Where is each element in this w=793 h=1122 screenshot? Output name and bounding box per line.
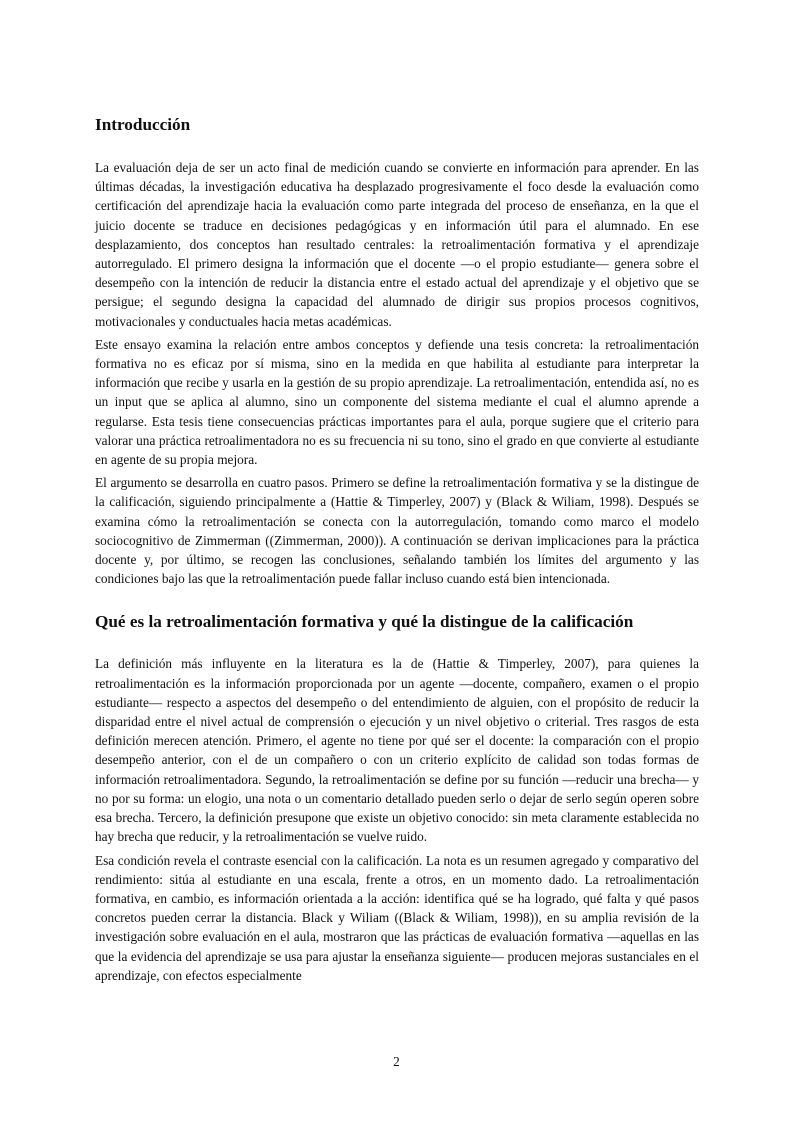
section-heading: Qué es la retroalimentación formativa y qué la distingue de la calificación bbox=[95, 612, 634, 632]
body-paragraph: El argumento se desarrolla en cuatro pasos. Primero se define la retroalimentación formativa y se la distingue de la calificación, siguiendo principalmente a (Hattie & Timperley, 2007) y (Black & Wiliam, 1998). Después se examina cómo la retroalimentación se conecta con la autorregulación, tomando como marco el modelo sociocognitivo de Zimmerman ((Zimmerman, 2000)). A continuación se derivan implicaciones para la práctica docente y, por último, se recogen las conclusiones, señalando también los límites del argumento y las condiciones bajo las que la retroalimentación puede fallar incluso cuando está bien intencionada. bbox=[95, 475, 699, 587]
page-number: 2 bbox=[393, 1054, 400, 1069]
body-paragraph: Este ensayo examina la relación entre ambos conceptos y defiende una tesis concreta: la retroalimentación formativa no es eficaz por sí misma, sino en la medida en que habilita al estudiante para interpretar la información que recibe y usarla en la gestión de su propio aprendizaje. La retroalimentación, entendida así, no es un input que se aplica al alumno, sino un componente del sistema mediante el cual el alumno aprende a regularse. Esta tesis tiene consecuencias prácticas importantes para el aula, porque sugiere que el criterio para valorar una práctica retroalimentadora no es su frecuencia ni su tono, sino el grado en que convierte al estudiante en agente de su propia mejora. bbox=[95, 336, 699, 468]
body-paragraph: Esa condición revela el contraste esencial con la calificación. La nota es un resumen agregado y comparativo del rendimiento: sitúa al estudiante en una escala, frente a otros, en un momento dado. La retroalimentación formativa, en cambio, es información orientada a la acción: identifica qué se ha logrado, qué falta y qué pasos concretos pueden cerrar la distancia. Black y Wiliam ((Black & Wiliam, 1998)), en su amplia revisión de la investigación sobre evaluación en el aula, mostraron que las prácticas de evaluación formativa —aquellas en las que la evidencia del aprendizaje se usa para ajustar la enseñanza siguiente— producen mejoras sustanciales en el aprendizaje, con efectos especialmente bbox=[95, 852, 699, 983]
body-paragraph: La definición más influyente en la literatura es la de (Hattie & Timperley, 2007), para quienes la retroalimentación es la información proporcionada por un agente —docente, compañero, examen o el propio estudiante— respecto a aspectos del desempeño o del entendimiento de alguien, con el propósito de reducir la disparidad entre el nivel actual de comprensión o ejecución y un nivel objetivo o criterial. Tres rasgos de esta definición merecen atención. Primero, el agente no tiene por qué ser el docente: la comparación con el propio desempeño anterior, con el de un compañero o con un criterio explícito de calidad son todas formas de información retroalimentadora. Segundo, la retroalimentación se define por su función —reducir una brecha— y no por su forma: un elogio, una nota o un comentario detallado pueden serlo o dejar de serlo según operen sobre esa brecha. Tercero, la definición presupone que existe un objetivo conocido: sin meta claramente establecida no hay brecha que reducir, y la retroalimentación se vuelve ruido. bbox=[95, 656, 699, 845]
page-content bbox=[95, 113, 699, 989]
section-retroalimentacion-formativa bbox=[95, 610, 699, 984]
section-heading: Introducción bbox=[95, 115, 191, 134]
section-introduccion bbox=[95, 113, 699, 588]
body-paragraph: La evaluación deja de ser un acto final de medición cuando se convierte en información para aprender. En las últimas décadas, la investigación educativa ha desplazado progresivamente el foco desde la evaluación como certificación del aprendizaje hacia la evaluación como parte integrada del proceso de enseñanza, en la que el juicio docente se traduce en decisiones pedagógicas y en información útil para el alumnado. En ese desplazamiento, dos conceptos han resultado centrales: la retroalimentación formativa y el aprendizaje autorregulado. El primero designa la información que el docente —o el propio estudiante— genera sobre el desempeño con la intención de reducir la distancia entre el estado actual del aprendizaje y el objetivo que se persigue; el segundo designa la capacidad del alumnado de dirigir sus propios procesos cognitivos, motivacionales y conductuales hacia metas académicas. bbox=[95, 160, 699, 329]
